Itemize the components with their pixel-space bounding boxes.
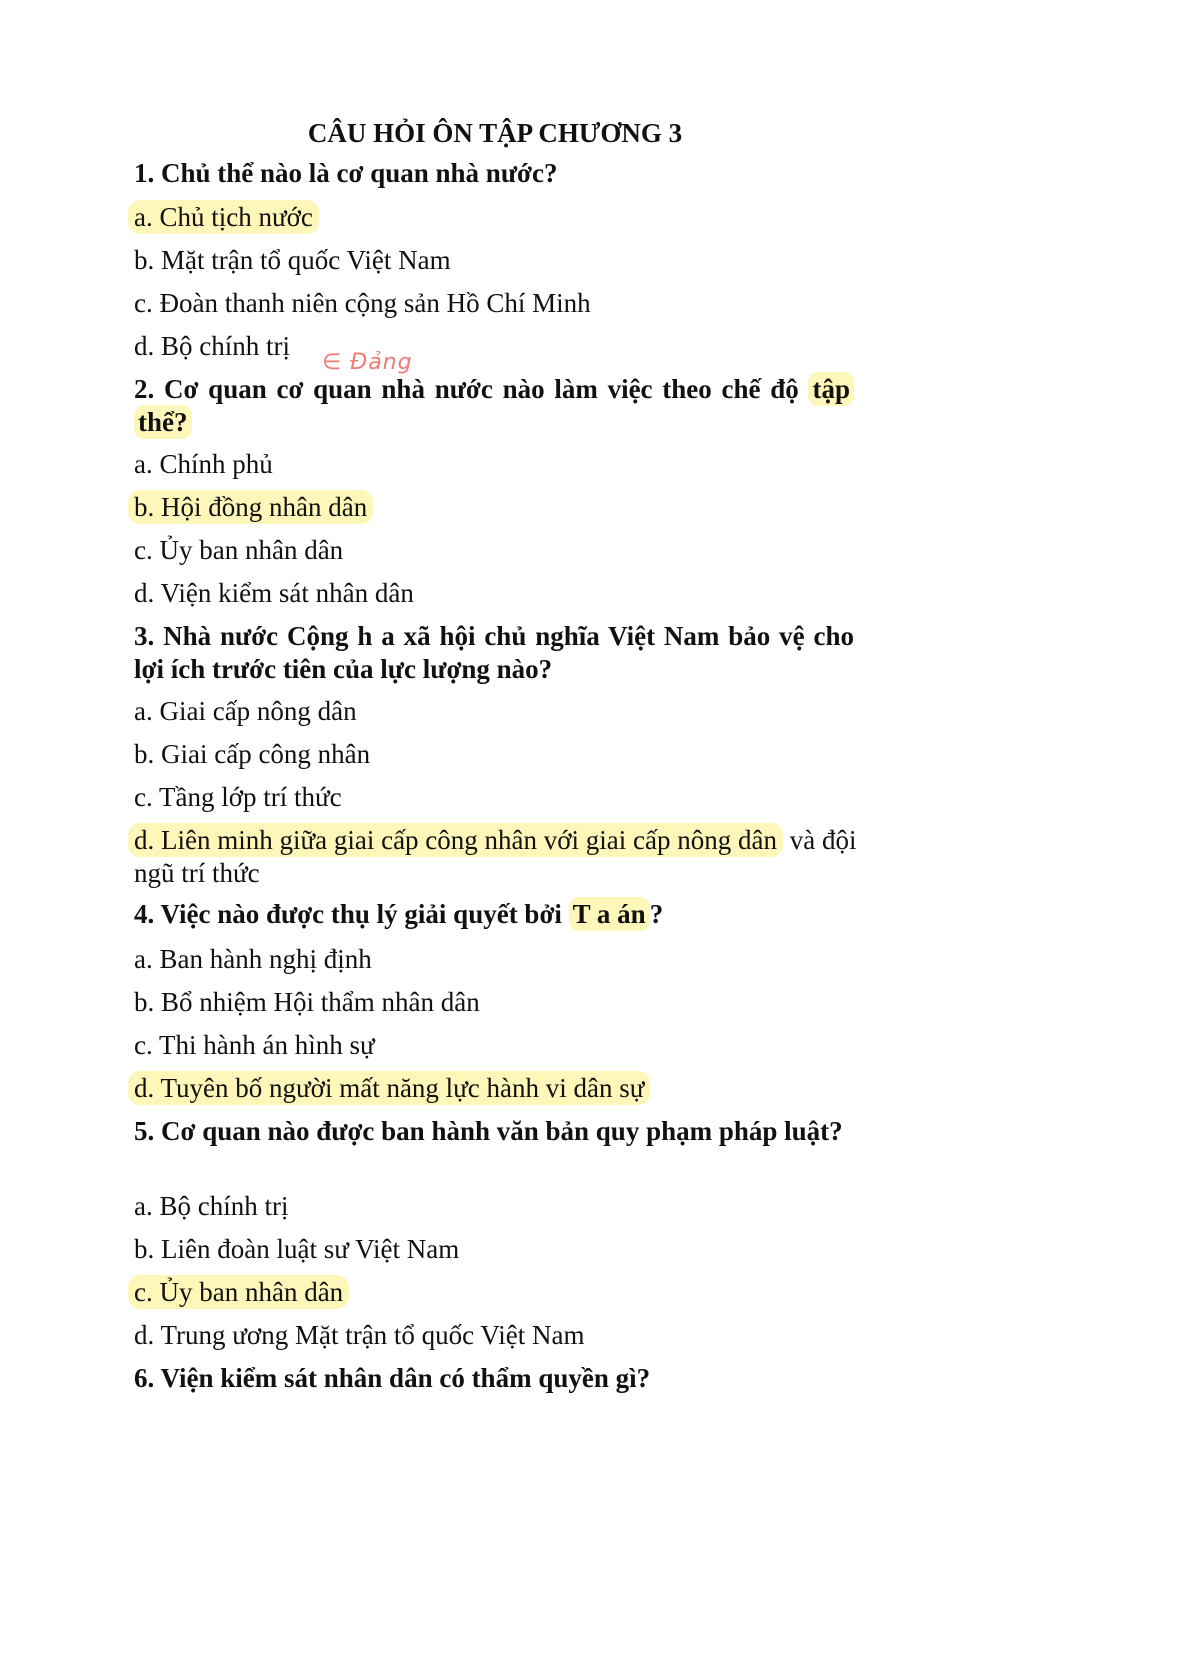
question-1: 1. Chủ thể nào là cơ quan nhà nước?	[134, 158, 558, 188]
q5-option-b: b. Liên đoàn luật sư Việt Nam	[134, 1234, 460, 1264]
highlighted-answer: d. Liên minh giữa giai cấp công nhân với giai cấp nông dân	[128, 823, 783, 857]
q4-option-a: a. Ban hành nghị định	[134, 944, 372, 974]
q5-option-d: d. Trung ương Mặt trận tổ quốc Việt Nam	[134, 1320, 585, 1350]
q3-option-a: a. Giai cấp nông dân	[134, 696, 357, 726]
question-4-tail: ?	[649, 899, 664, 929]
question-2-highlight: tập thể?	[134, 372, 854, 439]
q5-option-c	[134, 1275, 349, 1309]
question-2-text: 2. Cơ quan cơ quan nhà nước nào làm việc theo chế độ	[134, 374, 809, 404]
question-5: 5. Cơ quan nào được ban hành văn bản quy phạm pháp luật?	[134, 1116, 843, 1146]
handwritten-annotation: ∈ Đảng	[322, 350, 413, 375]
question-4-highlight: T a án	[569, 897, 650, 931]
q4-option-b: b. Bổ nhiệm Hội thẩm nhân dân	[134, 987, 480, 1017]
q1-option-b: b. Mặt trận tổ quốc Việt Nam	[134, 245, 451, 275]
q3-option-b: b. Giai cấp công nhân	[134, 739, 371, 769]
q4-option-c: c. Thi hành án hình sự	[134, 1030, 375, 1060]
q2-option-a: a. Chính phủ	[134, 449, 273, 479]
q1-option-a	[134, 200, 319, 234]
q3-option-c: c. Tầng lớp trí thức	[134, 782, 342, 812]
question-2	[134, 373, 854, 439]
q1-option-d: d. Bộ chính trị	[134, 331, 290, 361]
question-4-text: 4. Việc nào được thụ lý giải quyết bởi	[134, 899, 569, 929]
q2-option-d: d. Viện kiểm sát nhân dân	[134, 578, 414, 608]
q2-option-c: c. Ủy ban nhân dân	[134, 535, 344, 565]
highlighted-answer: a. Chủ tịch nước	[128, 200, 319, 234]
highlighted-answer: d. Tuyên bố người mất năng lực hành vi dân sự	[128, 1071, 650, 1105]
q1-option-c: c. Đoàn thanh niên cộng sản Hồ Chí Minh	[134, 288, 591, 318]
highlighted-answer: b. Hội đồng nhân dân	[128, 490, 373, 524]
q4-option-d	[134, 1071, 650, 1105]
question-6: 6. Viện kiểm sát nhân dân có thẩm quyền gì?	[134, 1363, 651, 1393]
q2-option-b	[134, 490, 373, 524]
question-4	[134, 898, 854, 931]
document-title: CÂU HỎI ÔN TẬP CHƯƠNG 3	[307, 118, 683, 148]
q5-option-a: a. Bộ chính trị	[134, 1191, 289, 1221]
q3-option-d	[134, 824, 864, 890]
q3-option-d-tail: và đội ngũ trí thức	[134, 825, 857, 888]
question-3: 3. Nhà nước Cộng h a xã hội chủ nghĩa Việt Nam bảo vệ cho lợi ích trước tiên của lực lượng nào?	[134, 621, 854, 684]
highlighted-answer: c. Ủy ban nhân dân	[128, 1275, 349, 1309]
